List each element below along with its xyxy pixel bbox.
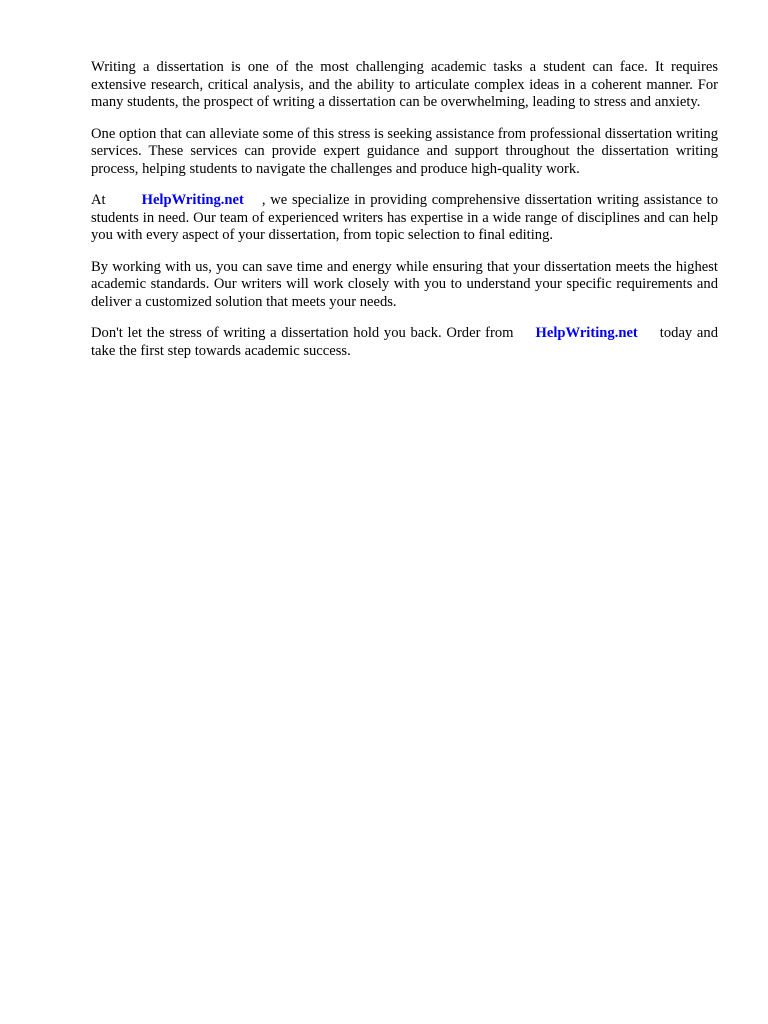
paragraph-text: One option that can alleviate some of this stress is seeking assistance from professional dissertation writing services. These services can provide expert guidance and support throughout the dissertation writing process, helping students to navigate the challenges and produce high-quality work.	[91, 125, 718, 177]
paragraph-about-us	[91, 192, 718, 245]
paragraph-text-before-link: At	[91, 192, 106, 208]
paragraph-text: Writing a dissertation is one of the most challenging academic tasks a student can face. It requires extensive research, critical analysis, and the ability to articulate complex ideas in a coherent manner. For many students, the prospect of writing a dissertation can be overwhelming, leading to stress and anxiety.	[91, 59, 718, 110]
helpwriting-link[interactable]: HelpWriting.net	[141, 192, 244, 208]
paragraph-text-before-link: Don't let the stress of writing a dissertation hold you back. Order from	[91, 325, 514, 341]
paragraph-benefits	[91, 259, 718, 312]
paragraph-services	[91, 126, 718, 179]
helpwriting-order-link[interactable]: HelpWriting.net	[535, 325, 638, 341]
paragraph-text: By working with us, you can save time and energy while ensuring that your dissertation meets the highest academic standards. Our writers will work closely with you to understand your specific requirements and deliver a customized solution that meets your needs.	[91, 258, 718, 310]
paragraph-intro	[91, 59, 718, 112]
document-body	[91, 59, 718, 374]
paragraph-text-after-link: today and take the first step towards academic success.	[91, 325, 718, 359]
paragraph-call-to-action	[91, 325, 718, 360]
paragraph-text-after-link: , we specialize in providing comprehensive dissertation writing assistance to students in need. Our team of experienced writers has expertise in a wide range of disciplines and can help you with every aspect of your dissertation, from topic selection to final editing.	[91, 192, 718, 243]
